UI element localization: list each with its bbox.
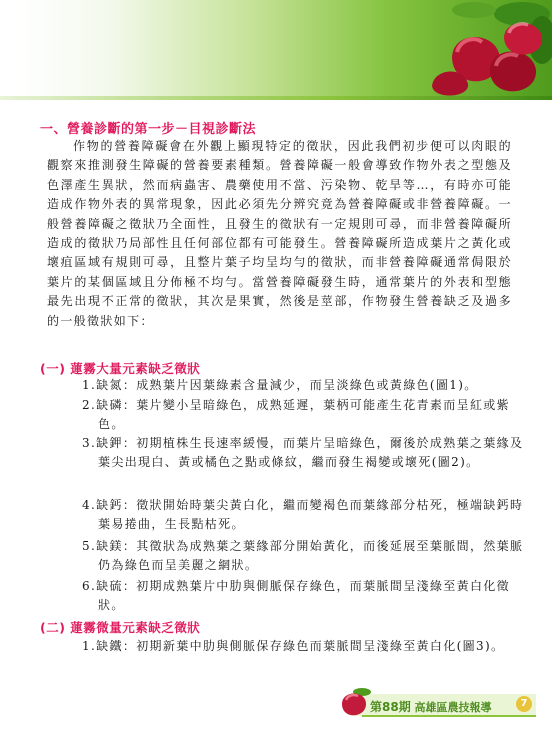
list-item: 6.缺硫：初期成熟葉片中肋與側脈保存綠色，而葉脈間呈淺綠至黃白化徵狀。	[82, 579, 511, 613]
micro-heading: (二) 蓮霧微量元素缺乏徵狀	[40, 620, 201, 635]
publication-name: 高雄區農技報導	[414, 701, 492, 714]
list-item: 3.缺鉀：初期植株生長速率緩慢，而葉片呈暗綠色，爾後於成熟葉之葉緣及葉尖出現白、黃或橘色之點或條紋，繼而發生褐變或壞死(圖2)。	[82, 436, 524, 470]
wax-apple-icon	[336, 684, 372, 720]
list-item: 5.缺鎂：其徵狀為成熟葉之葉緣部分開始黃化，而後延展至葉脈間，然葉脈仍為綠色而呈美麗之網狀。	[82, 539, 524, 573]
footer-title	[370, 698, 492, 715]
header-divider	[0, 96, 552, 100]
list-item: 1.缺鐵：初期新葉中肋與側脈保存綠色而葉脈間呈淺綠至黃白化(圖3)。	[82, 639, 505, 653]
section-title: 一、營養診斷的第一步－目視診斷法	[40, 122, 257, 137]
wax-apple-cluster-icon	[412, 0, 552, 96]
list-item: 1.缺氮：成熟葉片因葉綠素含量減少，而呈淡綠色或黃綠色(圖1)。	[82, 378, 478, 392]
page-number-badge: 7	[516, 696, 532, 712]
macro-heading: (一) 蓮霧大量元素缺乏徵狀	[40, 361, 201, 376]
list-item: 2.缺磷：葉片變小呈暗綠色，成熟延遲，葉柄可能產生花青素而呈紅或紫色。	[82, 398, 511, 432]
intro-paragraph: 作物的營養障礙會在外觀上顯現特定的徵狀，因此我們初步便可以肉眼的觀察來推測發生障礙的營養要素種類。營養障礙一般會導致作物外表之型態及色澤產生異狀，然而病蟲害、農藥使用不當、污染物、乾旱等…，有時亦可能造成作物外表的異常現象，因此必須先分辨究竟為營養障礙或非營養障礙。一般營養障礙之徵狀乃全面性，且發生的徵狀有一定規則可尋，而非營養障礙所造成的徵狀乃局部性且任何部位都有可能發生。營養障礙所造成葉片之黃化或壞疽區域有規則可尋，且整片葉子均呈均勻的徵狀，而非營養障礙通常侷限於葉片的某個區域且分佈極不均勻。當營養障礙發生時，通常葉片的外表和型態最先出現不正常的徵狀，其次是果實，然後是莖部，作物發生營養缺乏及過多的一般徵狀如下：	[47, 139, 512, 328]
issue-number: 第88期	[370, 700, 411, 714]
list-item: 4.缺鈣：徵狀開始時葉尖黃白化，繼而變褐色而葉緣部分枯死，極端缺鈣時葉易捲曲，生長點枯死。	[82, 498, 524, 532]
